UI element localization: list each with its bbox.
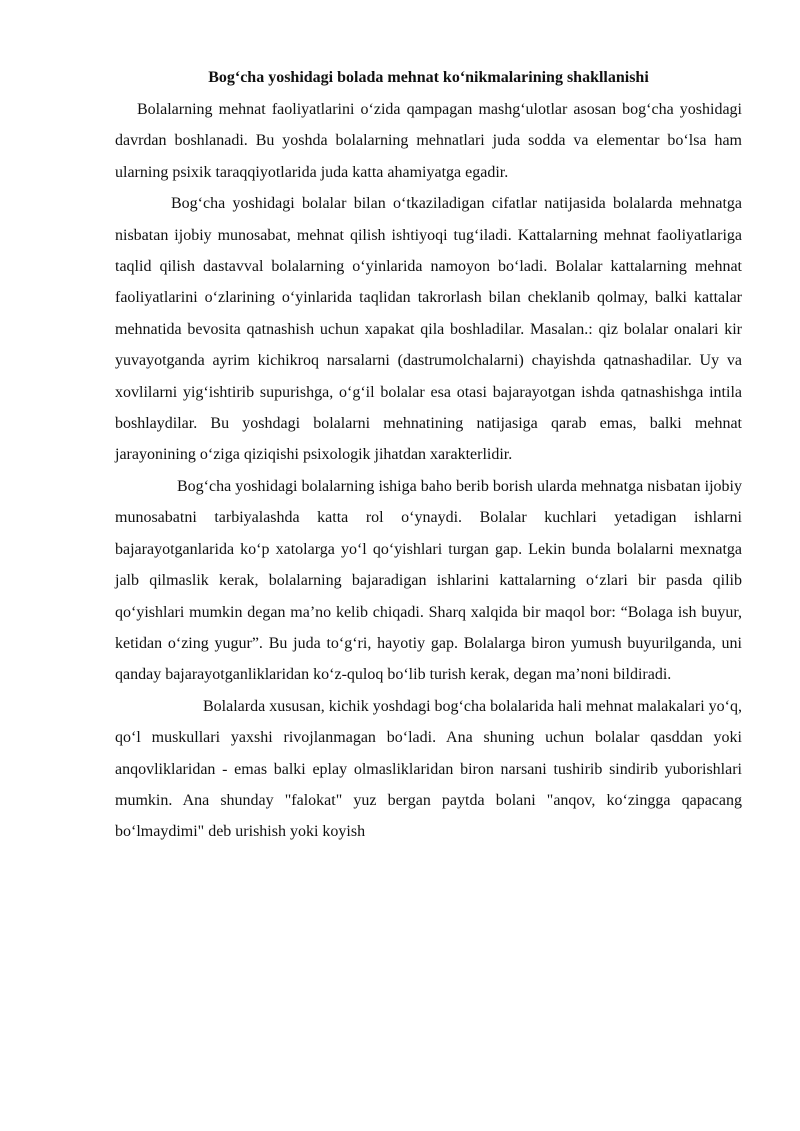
paragraph-3: Bog‘cha yoshidagi bolalarning ishiga baho berib borish ularda mehnatga nisbatan ijobiy munosabatni tarbiyalashda katta rol o‘ynaydi. Bolalar kuchlari yetadigan ishlarni bajarayotganlarida ko‘p xatolarga yo‘l qo‘yishlari turgan gap. Lekin bunda bolalarni mexnatga jalb qilmaslik kerak, bolalarning bajaradigan ishlarini kattalarning o‘zlari bir pasda qilib qo‘yishlari mumkin degan ma’no kelib chiqadi. Sharq xalqida bir maqol bor: “Bolaga ish buyur, ketidan o‘zing yugur”. Bu juda to‘g‘ri, hayotiy gap. Bolalarga biron yumush buyurilganda, uni qanday bajarayotganliklaridan ko‘z-quloq bo‘lib turish kerak, degan ma’noni bildiradi. <box>115 477 742 684</box>
document-title: Bog‘cha yoshidagi bolada mehnat ko‘nikmalarining shakllanishi <box>208 69 649 86</box>
paragraph-4: Bolalarda xususan, kichik yoshdagi bog‘cha bolalarida hali mehnat malakalari yo‘q, qo‘l muskullari yaxshi rivojlanmagan bo‘ladi. Ana shuning uchun bolalar qasddan yoki anqovliklaridan - emas balki eplay olmasliklaridan biron narsani tushirib sindirib yuborishlari mumkin. Ana shunday "falokat" yuz bergan paytda bolani "anqov, ko‘zingga qapacang bo‘lmaydimi" deb urishish yoki koyish <box>115 697 742 841</box>
paragraph-1: Bolalarning mehnat faoliyatlarini o‘zida qampagan mashg‘ulotlar asosan bog‘cha yoshidagi davrdan boshlanadi. Bu yoshda bolalarning mehnatlari juda sodda va elementar bo‘lsa ham ularning psixik taraqqiyotlarida juda katta ahamiyatga egadir. <box>115 101 742 181</box>
paragraph-2: Bog‘cha yoshidagi bolalar bilan o‘tkaziladigan cifatlar natijasida bolalarda mehnatga nisbatan ijobiy munosabat, mehnat qilish ishtiyoqi tug‘iladi. Kattalarning mehnat faoliyatlariga taqlid qilish dastavval bolalarning o‘yinlarida namoyon bo‘ladi. Bolalar kattalarning mehnat faoliyatlarini o‘zlarining o‘yinlarida taqlidan takrorlash bilan cheklanib qolmay, balki kattalar mehnatida bevosita qatnashish uchun xapakat qila boshladilar. Masalan.: qiz bolalar onalari kir yuvayotganda ayrim kichikroq narsalarni (dastrumolchalarni) chayishda qatnashadilar. Uy va xovlilarni yig‘ishtirib supurishga, o‘g‘il bolalar esa otasi bajarayotgan ishda qatnashishga intila boshlaydilar. Bu yoshdagi bolalarni mehnatining natijasiga qarab emas, balki mehnat jarayonining o‘ziga qiziqishi psixologik jihatdan xarakterlidir. <box>115 195 742 464</box>
document-body <box>115 62 742 848</box>
